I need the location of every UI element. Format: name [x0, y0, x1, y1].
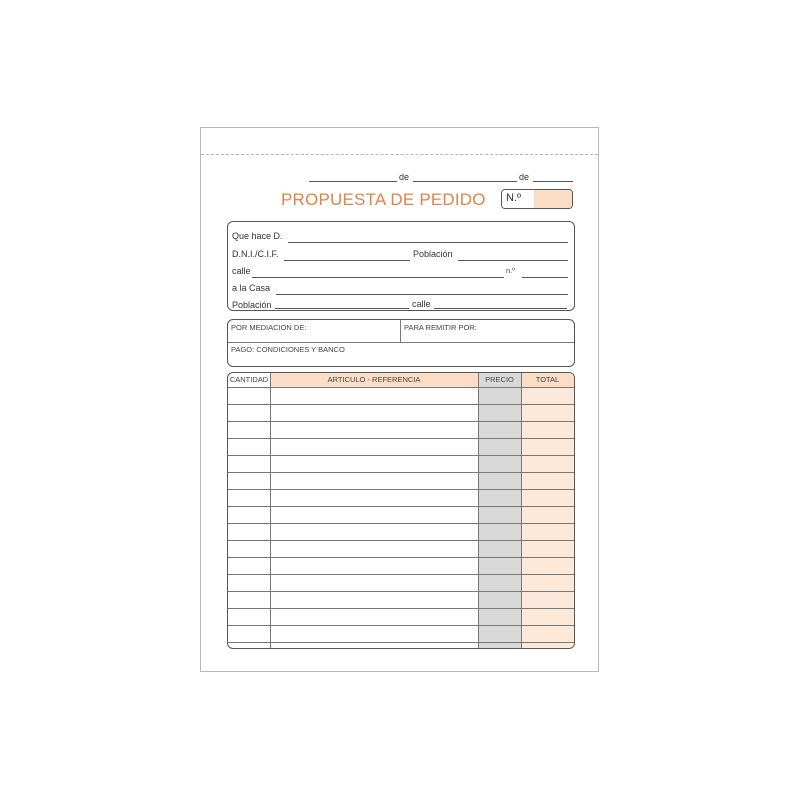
- mediacion-label: POR MEDIACION DE:: [231, 323, 307, 332]
- date-de-label-1: de: [399, 172, 410, 182]
- poblacion-field-1[interactable]: [458, 260, 568, 261]
- a-la-casa-label: a la Casa: [232, 283, 271, 293]
- poblacion-label-1: Población: [413, 249, 453, 259]
- table-row-line: [228, 523, 574, 524]
- date-year-line[interactable]: [533, 171, 573, 182]
- date-de-label-2: de: [519, 172, 530, 182]
- table-row-line: [228, 642, 574, 643]
- table-row-line: [228, 557, 574, 558]
- table-row-line: [228, 625, 574, 626]
- que-hace-label: Que hace D.: [232, 231, 283, 241]
- calle-label-2: calle: [412, 299, 431, 309]
- total-header: TOTAL: [535, 375, 560, 384]
- articulo-header: ARTICULO - REFERENCIA: [327, 375, 421, 384]
- table-row-line: [228, 574, 574, 575]
- date-month-line[interactable]: [413, 171, 517, 182]
- numero-label: n.º: [506, 266, 515, 275]
- form-title: PROPUESTA DE PEDIDO: [281, 190, 486, 209]
- order-number-box[interactable]: [501, 189, 573, 209]
- table-row-line: [228, 438, 574, 439]
- client-details-box: [227, 221, 575, 311]
- que-hace-field[interactable]: [288, 242, 568, 243]
- cantidad-divider: [270, 373, 271, 648]
- table-row-line: [228, 472, 574, 473]
- remitir-label: PARA REMITIR POR:: [404, 323, 477, 332]
- order-number-field[interactable]: [534, 190, 572, 208]
- terms-box: [227, 319, 575, 367]
- table-header-line: [228, 387, 574, 388]
- table-row-line: [228, 455, 574, 456]
- poblacion-field-2[interactable]: [275, 308, 409, 309]
- pago-label: PAGO: CONDICIONES Y BANCO: [231, 345, 345, 354]
- date-day-line[interactable]: [309, 171, 397, 182]
- order-form-sheet: [200, 127, 599, 672]
- total-column[interactable]: [521, 373, 574, 648]
- table-row-line: [228, 591, 574, 592]
- table-row-line: [228, 608, 574, 609]
- items-table: [227, 372, 575, 649]
- table-row-line: [228, 489, 574, 490]
- table-row-line: [228, 421, 574, 422]
- dni-field[interactable]: [284, 260, 410, 261]
- precio-header: PRECIO: [485, 375, 514, 384]
- dni-label: D.N.I./C.I.F.: [232, 249, 279, 259]
- terms-divider: [228, 342, 574, 343]
- cantidad-header: CANTIDAD: [229, 375, 269, 384]
- terms-vertical-divider: [400, 320, 401, 342]
- calle-label-1: calle: [232, 266, 251, 276]
- precio-column[interactable]: [478, 373, 521, 648]
- table-row-line: [228, 540, 574, 541]
- a-la-casa-field[interactable]: [276, 294, 568, 295]
- precio-divider: [521, 373, 522, 648]
- poblacion-label-2: Población: [232, 300, 272, 310]
- order-number-label: N.º: [502, 190, 534, 208]
- calle-field-1[interactable]: [252, 277, 504, 278]
- table-row-line: [228, 506, 574, 507]
- calle-field-2[interactable]: [434, 308, 567, 309]
- numero-field[interactable]: [522, 277, 568, 278]
- perforation-line: [201, 154, 598, 155]
- table-row-line: [228, 404, 574, 405]
- articulo-divider: [478, 373, 479, 648]
